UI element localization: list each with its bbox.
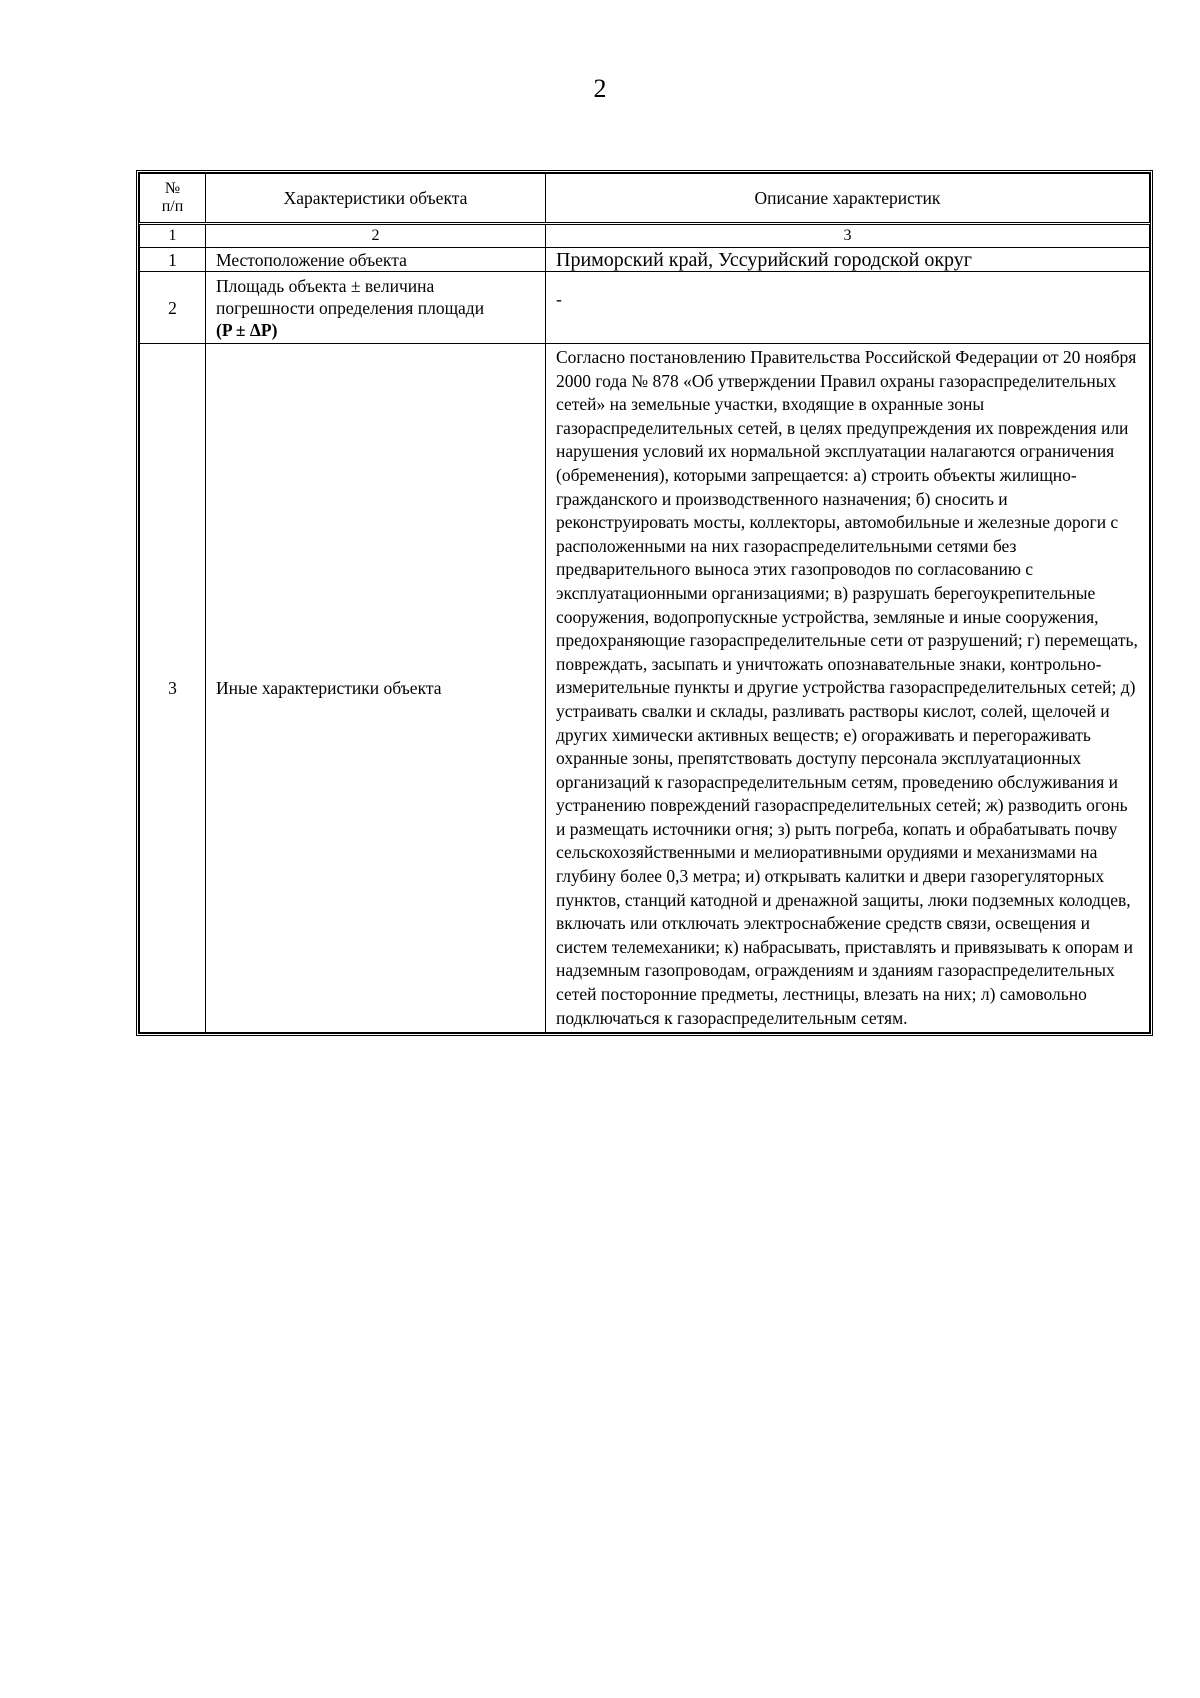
area-formula: (P ± ΔP) bbox=[216, 319, 278, 340]
table-row bbox=[140, 248, 1150, 272]
row-number: 1 bbox=[140, 248, 206, 272]
table-header-row bbox=[140, 174, 1150, 224]
row-name bbox=[206, 272, 546, 344]
page-number: 2 bbox=[593, 74, 607, 103]
column-number: 3 bbox=[546, 224, 1150, 248]
header-number-abbr: п/п bbox=[161, 198, 184, 215]
row-value-location: Приморский край, Уссурийский городской округ bbox=[546, 248, 1150, 272]
table-row bbox=[140, 272, 1150, 344]
row-value-restrictions: Согласно постановлению Правительства Российской Федерации от 20 ноября 2000 года № 878 «Об утверждении Правил охраны газораспределительных сетей» на земельные участки, входящие в охранные зоны газораспределительных сетей, в целях предупреждения их повреждения или нарушения условий их нормальной эксплуатации налагаются ограничения (обременения), которыми запрещается: а) строить объекты жилищно-гражданского и производственного назначения; б) сносить и реконструировать мосты, коллекторы, автомобильные и железные дороги с расположенными на них газораспределительными сетями без предварительного выноса этих газопроводов по согласованию с эксплуатационными организациями; в) разрушать берегоукрепительные сооружения, водопропускные устройства, земляные и иные сооружения, предохраняющие газораспределительные сети от разрушений; г) перемещать, повреждать, засыпать и уничтожать опознавательные знаки, контрольно-измерительные пункты и другие устройства газораспределительных сетей; д) устраивать свалки и склады, разливать растворы кислот, солей, щелочей и других химически активных веществ; е) огораживать и перегораживать охранные зоны, препятствовать доступу персонала эксплуатационных организаций к газораспределительным сетям, проведению обслуживания и устранению повреждений газораспределительных сетей; ж) разводить огонь и размещать источники огня; з) рыть погреба, копать и обрабатывать почву сельскохозяйственными и мелиоративными орудиями и механизмами на глубину более 0,3 метра; и) открывать калитки и двери газорегуляторных пунктов, станций катодной и дренажной защиты, люки подземных колодцев, включать или отключать электроснабжение средств связи, освещения и систем телемеханики; к) набрасывать, приставлять и привязывать к опорам и надземным газопроводам, ограждениям и зданиям газораспределительных сетей посторонние предметы, лестницы, влезать на них; л) самовольно подключаться к газораспределительным сетям. bbox=[546, 344, 1150, 1033]
table-row bbox=[140, 344, 1150, 1033]
column-number: 1 bbox=[140, 224, 206, 248]
row-number: 3 bbox=[140, 344, 206, 1033]
header-characteristics: Характеристики объекта bbox=[206, 174, 546, 224]
row-name: Иные характеристики объекта bbox=[206, 344, 546, 1033]
row-name-text: Площадь объекта ± величина погрешности определения площади bbox=[216, 275, 485, 318]
column-numbers-row bbox=[140, 224, 1150, 248]
characteristics-table bbox=[136, 170, 1153, 1036]
row-value-area: - bbox=[546, 272, 1150, 344]
header-description: Описание характеристик bbox=[546, 174, 1150, 224]
column-number: 2 bbox=[206, 224, 546, 248]
row-number: 2 bbox=[140, 272, 206, 344]
header-number-symbol: № bbox=[164, 180, 181, 197]
header-number bbox=[140, 174, 206, 224]
row-name: Местоположение объекта bbox=[206, 248, 546, 272]
